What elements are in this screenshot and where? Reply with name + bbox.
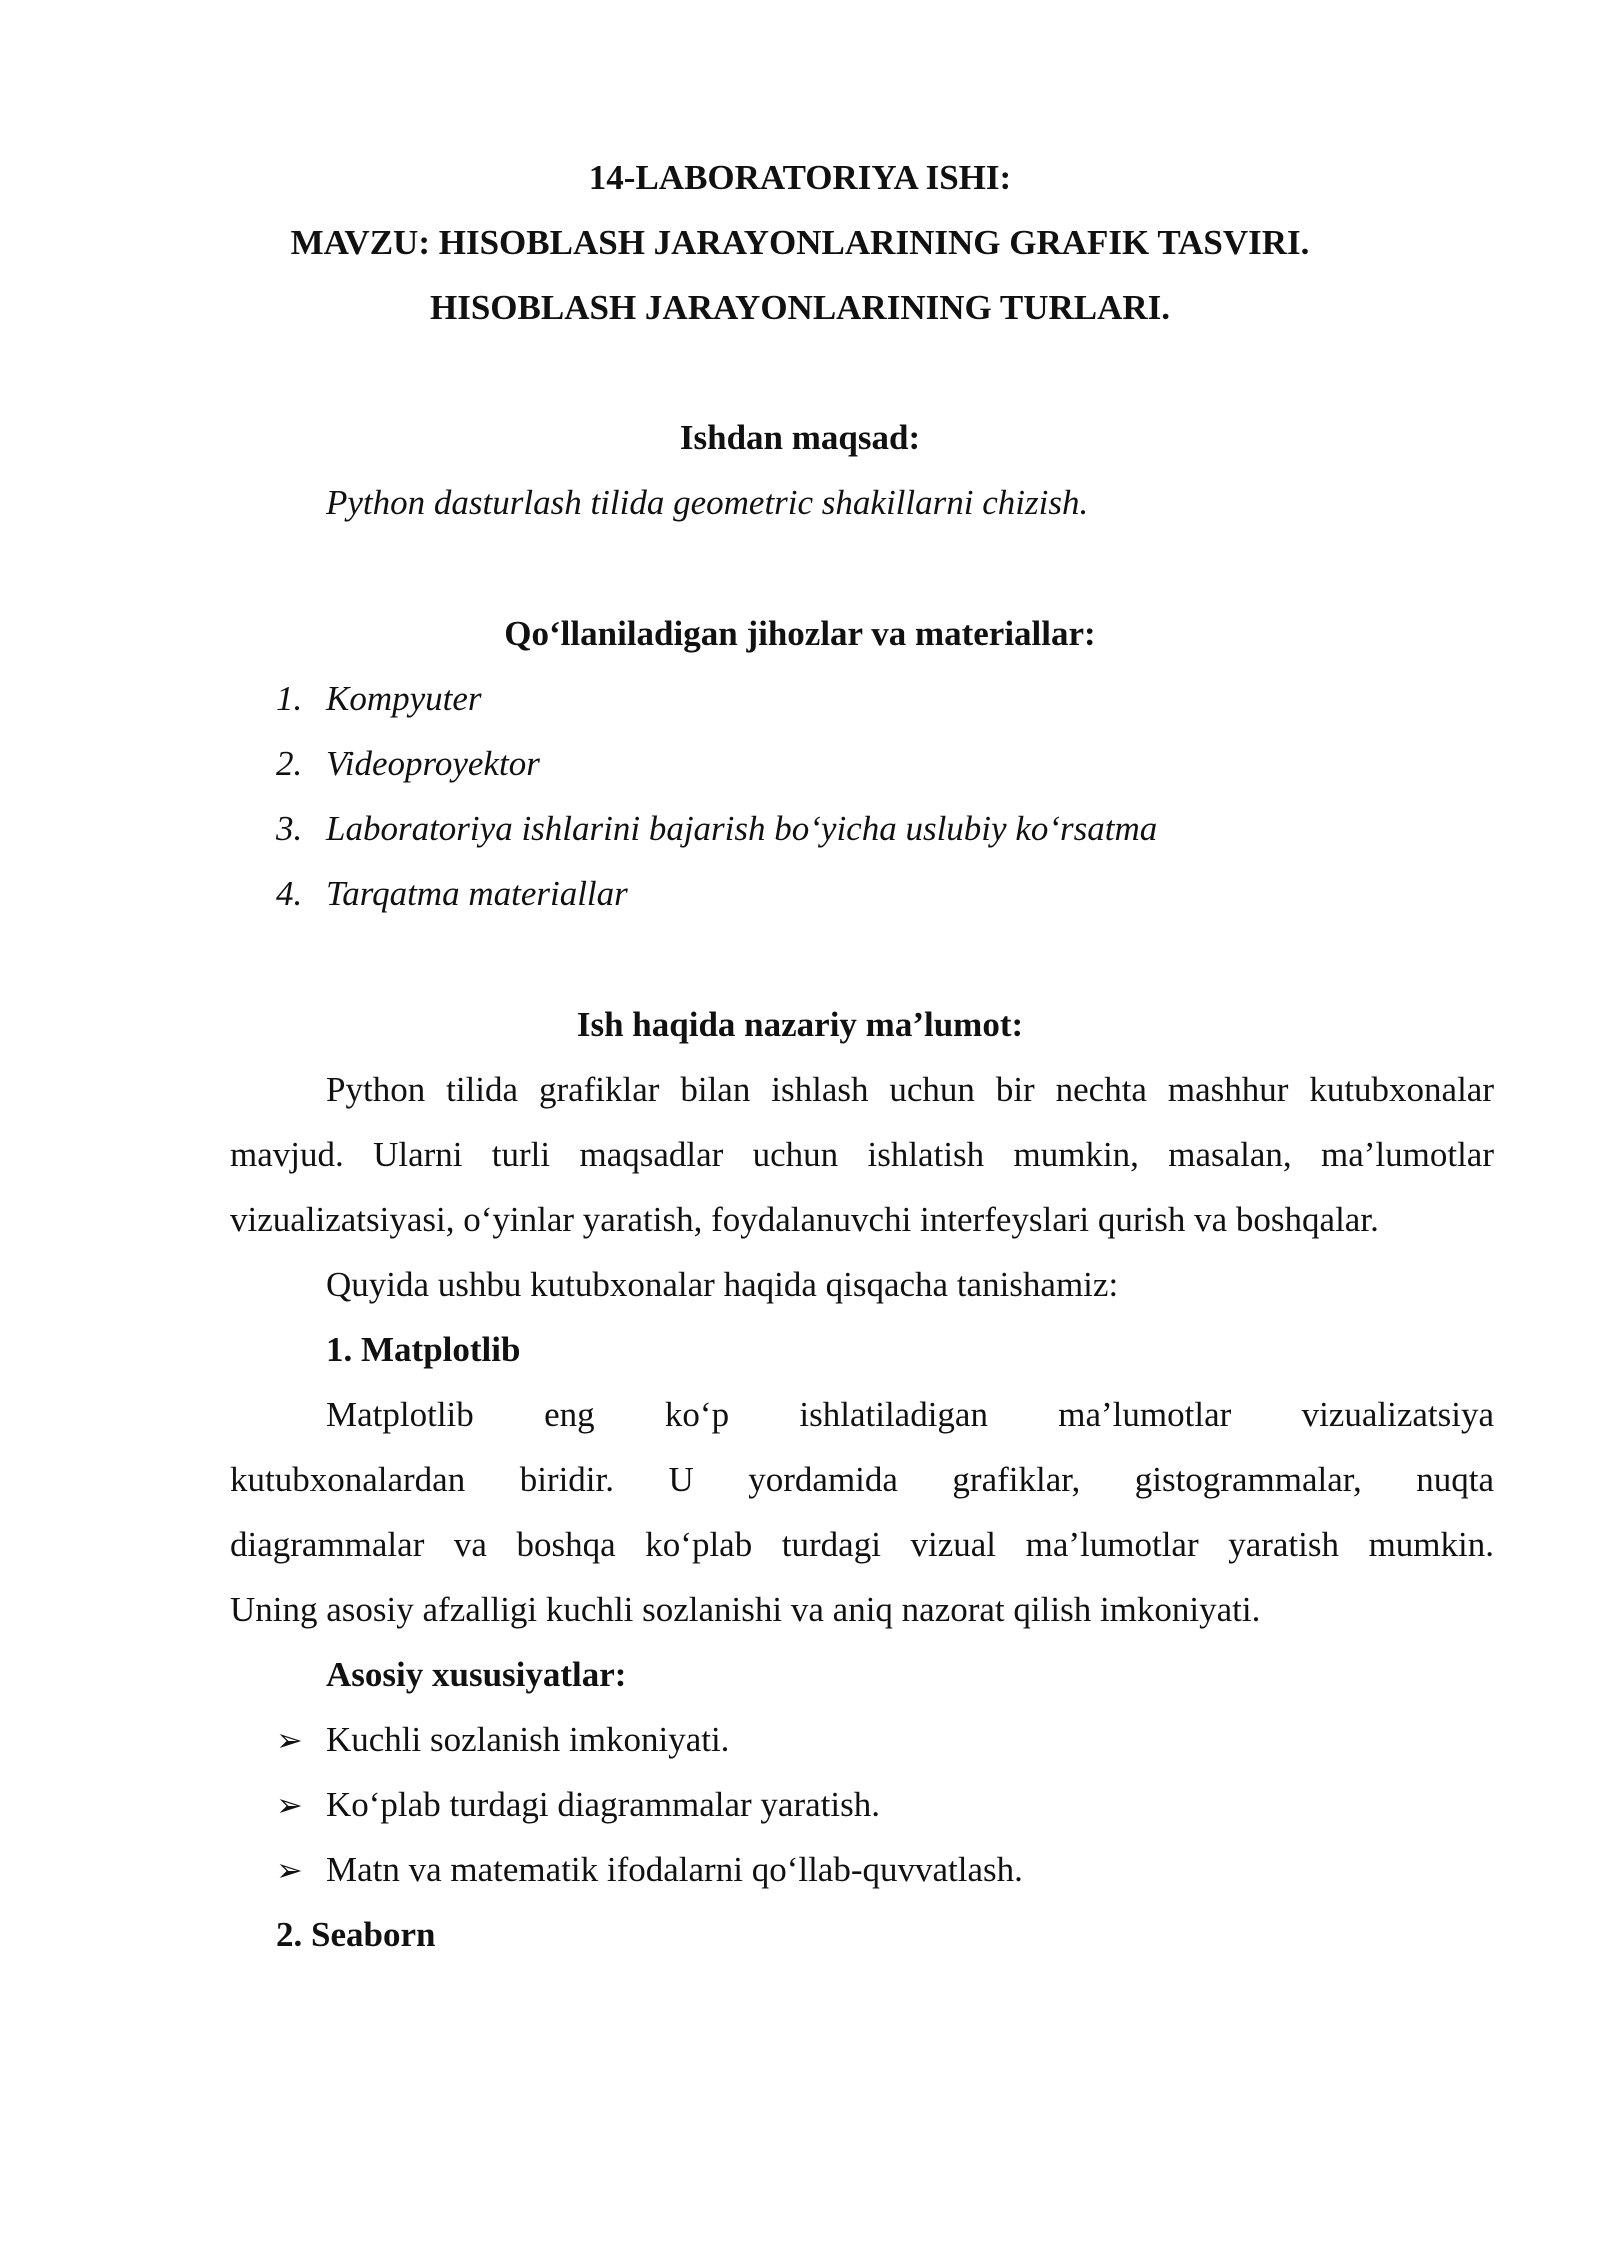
section-heading-matplotlib: 1. Matplotlib (326, 1330, 521, 1369)
list-item-text: Kuchli sozlanish imkoniyati. (326, 1720, 730, 1759)
materials-heading: Qo‘llaniladigan jihozlar va materiallar: (504, 614, 1096, 653)
list-item-text: Tarqatma materiallar (326, 874, 628, 913)
paragraph-summary: Quyida ushbu kutubxonalar haqida qisqacha tanishamiz: (326, 1265, 1119, 1304)
list-item-text: Kompyuter (326, 679, 482, 718)
section-heading-seaborn: 2. Seaborn (276, 1915, 436, 1954)
goal-text: Python dasturlash tilida geometric shakillarni chizish. (326, 483, 1089, 522)
paragraph-line: diagrammalar va boshqa ko‘plab turdagi vizual ma’lumotlar yaratish mumkin. (230, 1525, 1494, 1564)
list-item-number: 4. (276, 874, 303, 913)
title-line-3: HISOBLASH JARAYONLARINING TURLARI. (429, 288, 1171, 327)
arrow-bullet-icon: ➢ (276, 1722, 303, 1758)
features-heading: Asosiy xususiyatlar: (326, 1655, 627, 1694)
list-item-text: Videoproyektor (326, 744, 540, 783)
goal-heading: Ishdan maqsad: (679, 418, 921, 457)
paragraph-line: Matplotlib eng ko‘p ishlatiladigan ma’lumotlar vizualizatsiya (326, 1395, 1494, 1434)
theory-heading: Ish haqida nazariy ma’lumot: (576, 1005, 1024, 1044)
list-item-text: Matn va matematik ifodalarni qo‘llab-quvvatlash. (326, 1850, 1023, 1889)
paragraph-line: vizualizatsiyasi, o‘yinlar yaratish, foydalanuvchi interfeyslari qurish va boshqalar. (230, 1200, 1379, 1239)
title-line-1: 14-LABORATORIYA ISHI: (588, 158, 1012, 197)
paragraph-line: Python tilida grafiklar bilan ishlash uchun bir nechta mashhur kutubxonalar (326, 1070, 1494, 1109)
arrow-bullet-icon: ➢ (276, 1787, 303, 1823)
paragraph-line: kutubxonalardan biridir. U yordamida grafiklar, gistogrammalar, nuqta (230, 1460, 1494, 1499)
list-item-text: Ko‘plab turdagi diagrammalar yaratish. (326, 1785, 880, 1824)
list-item-number: 1. (276, 679, 303, 718)
title-line-2: MAVZU: HISOBLASH JARAYONLARINING GRAFIK TASVIRI. (290, 223, 1310, 262)
list-item-text: Laboratoriya ishlarini bajarish bo‘yicha uslubiy ko‘rsatma (326, 809, 1158, 848)
arrow-bullet-icon: ➢ (276, 1852, 303, 1888)
paragraph-line: Uning asosiy afzalligi kuchli sozlanishi va aniq nazorat qilish imkoniyati. (230, 1590, 1261, 1629)
list-item-number: 2. (276, 744, 303, 783)
list-item-number: 3. (276, 809, 303, 848)
paragraph-line: mavjud. Ularni turli maqsadlar uchun ishlatish mumkin, masalan, ma’lumotlar (230, 1135, 1494, 1174)
